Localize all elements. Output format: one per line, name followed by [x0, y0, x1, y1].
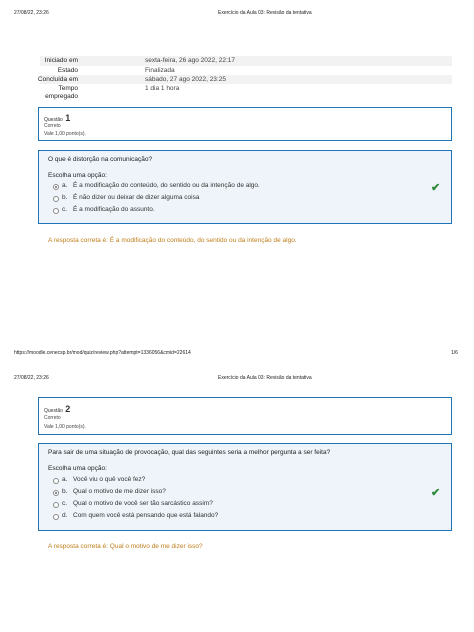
print-header-title: Exercício da Aula 03: Revisão da tentativa [218, 10, 312, 16]
print-header-date: 27/08/22, 23:26 [14, 375, 49, 381]
option-text: Qual o motivo de me dizer isso? [73, 488, 166, 495]
option-text: Com quem você está pensando que está falando? [73, 512, 219, 519]
question-text: O que é distorção na comunicação? [48, 156, 153, 163]
print-footer-page: 1/6 [451, 350, 458, 356]
check-icon: ✔ [431, 487, 441, 499]
question-info-1 [38, 107, 452, 141]
summary-label: Concluída em [37, 76, 78, 83]
question-number: 2 [65, 404, 71, 414]
summary-label-line2: empregado [45, 93, 78, 100]
summary-value: sábado, 27 ago 2022, 23:25 [145, 76, 226, 83]
option-letter: a. [62, 182, 68, 189]
radio-button[interactable] [53, 196, 59, 202]
correct-answer-feedback: A resposta correta é: É a modificação do conteúdo, do sentido ou da intenção de algo. [48, 237, 297, 244]
correct-answer-feedback: A resposta correta é: Qual o motivo de me dizer isso? [48, 543, 203, 550]
option-text: É a modificação do conteúdo, do sentido ou da intenção de algo. [73, 182, 260, 189]
check-icon: ✔ [431, 182, 441, 194]
option-text: Qual o motivo de você ser tão sarcástico assim? [73, 500, 213, 507]
question-status: Correto [44, 415, 61, 421]
question-content-1 [38, 150, 452, 224]
print-footer-url: https://moodle.cenecsp.br/mod/quiz/review.php?attempt=1336056&cmid=22614 [14, 350, 191, 356]
option-letter: d. [62, 512, 68, 519]
option-text: Você viu o quê você fez? [73, 476, 146, 483]
print-header-title: Exercício da Aula 03: Revisão da tentativa [218, 375, 312, 381]
question-status: Correto [44, 123, 61, 129]
summary-label-line1: Tempo [58, 85, 78, 92]
option-text: É não dizer ou deixar de dizer alguma coisa [73, 194, 200, 201]
summary-label: Iniciado em [44, 57, 78, 64]
question-text: Para sair de uma situação de provocação, qual das seguintes seria a melhor pergunta a ser feita? [48, 449, 331, 456]
question-label [44, 404, 70, 414]
question-content-2 [38, 443, 452, 531]
option-letter: c. [62, 500, 68, 507]
option-letter: b. [62, 194, 68, 201]
summary-label: Estado [57, 67, 78, 74]
question-label [44, 113, 70, 123]
option-text: É a modificação do assunto. [73, 206, 155, 213]
option-letter: a. [62, 476, 68, 483]
question-info-2 [38, 397, 452, 435]
summary-row-time [40, 84, 452, 102]
answer-prompt: Escolha uma opção: [48, 172, 107, 179]
answer-prompt: Escolha uma opção: [48, 465, 107, 472]
question-label-text: Questão [44, 117, 63, 123]
radio-button[interactable] [53, 184, 59, 190]
summary-value: sexta-feira, 26 ago 2022, 22:17 [145, 57, 235, 64]
question-label-text: Questão [44, 408, 63, 414]
option-letter: c. [62, 206, 68, 213]
summary-value: Finalizada [145, 67, 175, 74]
radio-button[interactable] [53, 478, 59, 484]
radio-button[interactable] [53, 208, 59, 214]
question-score: Vale 1,00 ponto(s). [44, 424, 86, 430]
radio-button[interactable] [53, 502, 59, 508]
radio-button[interactable] [53, 490, 59, 496]
question-score: Vale 1,00 ponto(s). [44, 131, 86, 137]
summary-value: 1 dia 1 hora [145, 85, 180, 92]
print-header-date: 27/08/22, 23:26 [14, 10, 49, 16]
summary-row-started [40, 56, 452, 66]
question-number: 1 [65, 113, 71, 123]
option-letter: b. [62, 488, 68, 495]
radio-button[interactable] [53, 514, 59, 520]
